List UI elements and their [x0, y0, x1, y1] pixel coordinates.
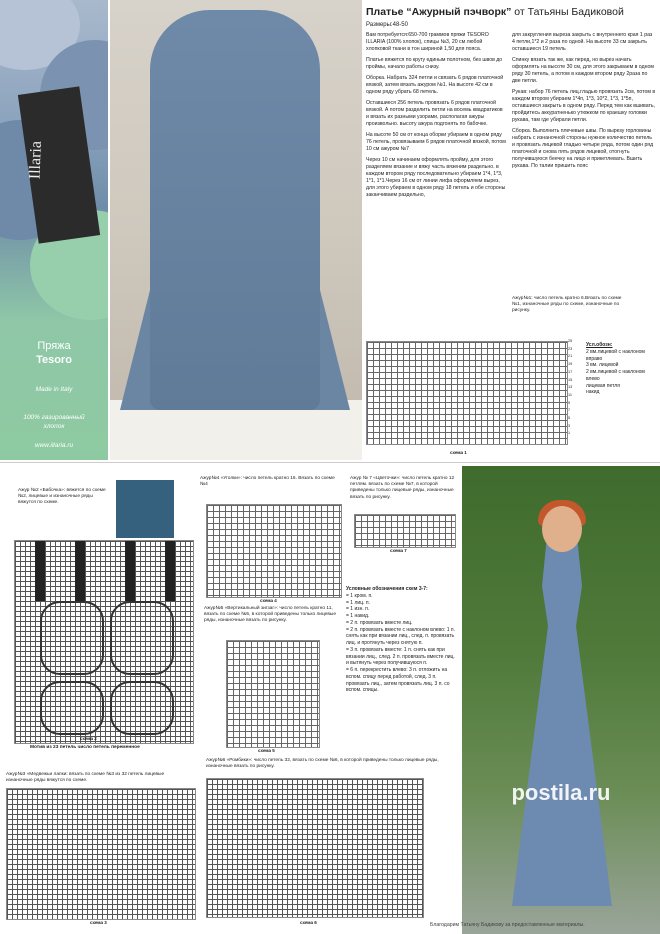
yarn-label-brand: Illaria [26, 140, 45, 180]
schema6-chart [206, 778, 424, 918]
schema2-chart [14, 540, 194, 744]
model-head [542, 506, 582, 552]
paragraph: Спинку вязать так же, как перед, но вырез начать оформлять на высоте 30 см, для этого закрываем в одном ряду 30 петель, а потом в каждом втором ряду 2раза по две петли. [512, 57, 654, 85]
schema2-caption: Ажур №2 «Бабочка»: вяжется по схеме №2, лицевые и изнаночные ряды вяжутся по схеме. [18, 488, 106, 506]
legend-item: 2 вм.лицевой с наклоном вправо [586, 348, 645, 362]
row-number: 11 [568, 392, 572, 397]
row-number: 19 [568, 362, 573, 367]
schema1-caption: Ажур№1: число петель кратно 6.Вязать по схеме №1, изнаночные ряды по схеме, изнаночные по рисунку. [512, 296, 622, 314]
schema5-caption: Ажур№5 «Вертикальный зигзаг»: число петель кратно 11, вязать по схеме №5, в которой приведены только лицевые ряды, изнаночные вязать по рисунку. [204, 606, 336, 624]
legend-title: Усл.обозн: [586, 342, 613, 348]
model-dress [512, 506, 612, 906]
dress-body [150, 10, 320, 410]
schema4-caption: Ажур№4 «Уголки»: число петель кратно 16. Вязать по схеме №4 [200, 476, 335, 488]
row-number: 9 [568, 400, 571, 405]
schema4-label: схема 4 [260, 598, 277, 603]
row-number: 25 [568, 339, 573, 343]
schema2-label: схема 2 [80, 736, 97, 741]
yarn-composition-1: 100% газированный [23, 414, 85, 421]
paragraph: для закругления выреза закрыть с внутреннего края 1 раз 4 петли,1*2 и 2 раза по одной. На высоте 33 см закрыть оставшиеся 19 петель [512, 32, 653, 53]
schema6-caption: Ажур№6 «Ромбики»: число петель 32, вязать по схеме №6, в которой приведены только лицевые ряды, изнаночные вязать по рисунку. [206, 758, 439, 770]
schema3-label: схема 3 [90, 920, 107, 925]
credit-text: Благодарим Татьяну Бадикову за предоставленные материалы. [430, 922, 585, 928]
schema7-chart [354, 514, 456, 548]
yarn-heading: Пряжа [37, 340, 71, 352]
row-number: 17 [568, 369, 573, 374]
page-title [366, 6, 656, 18]
watermark: postila.ru [511, 780, 611, 805]
schema1-chart [366, 341, 568, 445]
schema1-label: схема 1 [450, 450, 467, 455]
yarn-name: Tesoro [36, 354, 72, 366]
paragraph: Рукав: набор 76 петель лиц.гладью провязать 2см, потом в каждом втором убираем 1*4п, 1*3, 10*2, 1*3, 1*5п, оставшиеся закрыть в одном ряду. Перед тем как вшивать, пройдитесь аккуратненько утюжком по краешку головки рукава, там где убирали петли. [512, 89, 656, 124]
paragraph: Оборка. Набрать 324 петли и связать 6 рядов платочной вязкой, затем вязать ажуром №1. На высоте 42 см в одном ряду убрать 68 петель. [366, 75, 504, 96]
legend-item: = 6 п. перекрестить влево: 3 п. отложить на вспом. спицу перед работой, след. 3 п. провязать лиц., затем провязать лиц. 3 п. со вспом. спицы. [346, 667, 450, 694]
schema1-legend [586, 342, 656, 396]
model-photo [462, 466, 660, 934]
row-number: 13 [568, 385, 573, 390]
sizes: Размеры:48-50 [366, 22, 408, 28]
schema2-motif: Мотив из 23 петель число петель переменное [30, 745, 140, 750]
schema4-chart [206, 504, 342, 598]
legend-item: накид [586, 389, 600, 396]
title-text: Платье “Ажурный пэчворк” [366, 6, 512, 18]
instructions-col1 [366, 32, 506, 203]
legend-item: = 1 изн. п. [346, 606, 370, 613]
schema7-caption: Ажур № 7 «Цветочки»: число петель кратно 12 петлям. вязать по схеме №7, в которой приведены только лицевые ряды, изнаночные вязать по рисунку. [350, 476, 455, 500]
yarn-site: www.illaria.ru [34, 442, 74, 449]
paragraph: Вам потребуется:650-700 граммов пряжи TESORO ILLARIA (100% хлопок), спицы №3, 20 см любой хлопковой ткани в тон шириной 1,50 для пояса. [366, 32, 489, 53]
legend-item: = 2 п. провязать вместе лиц. [346, 619, 413, 626]
schema3-caption: Ажур№3 «Медвежьи лапки: вязать по схеме №3 из 32 петель лицевые изнаночные ряды вяжутся по схеме. [6, 772, 165, 784]
schema5-chart [226, 640, 320, 748]
paragraph: Платье вяжется по кругу единым полотном, без швов до проймы, начало работы снизу. [366, 57, 503, 71]
row-number: 5 [568, 416, 571, 421]
legend-item: лицевая петля [586, 382, 620, 389]
legend-title: Условные обозначения схем 3-7: [346, 586, 428, 592]
row-number: 21 [568, 354, 573, 359]
legend-item: = 1 лиц. п. [346, 599, 370, 606]
schema3-chart [6, 788, 196, 920]
legend-item: 2 вм.лицевой с наклоном влево [586, 369, 645, 382]
yarn-made-in: Made in Italy [35, 386, 73, 393]
yarn-ad-image [0, 0, 108, 460]
dress-photo [110, 0, 362, 460]
yarn-composition-2: хлопок [43, 423, 65, 430]
legend-item: = 1 кром. п. [346, 592, 373, 599]
schema6-label: схема 6 [300, 920, 317, 925]
row-number: 1 [568, 431, 571, 436]
paragraph: На высоте 50 см от конца оборки убираем в одном ряду 76 петель, провязываем 6 рядов платочной вязкой, потом 10 см ажуром №7 [366, 132, 506, 153]
title-author: от Татьяны Бадиковой [514, 6, 624, 18]
legend-item: = 1 накид. [346, 613, 370, 619]
legend-item: = 2 п. провязать вместе с наклоном влево: 1 п. снять как при вязании лиц., след. п. провязать лиц. и протянуть через снятую п. [346, 626, 455, 646]
legend-item: 3 вм. лицевой [586, 362, 619, 369]
divider [0, 462, 660, 463]
legend-3-7 [346, 586, 458, 694]
row-number: 23 [568, 346, 573, 351]
schema1-row-numbers [568, 338, 578, 438]
schema5-label: схема 5 [258, 748, 275, 753]
paragraph: Сборка. Выполнить плечевые швы. По вырезу горловины набрать с изнаночной стороны нужное количество петель и провязать лицевой гладью четыре ряда, потом один ряд платочной и снова пять рядов лицевой, отогнуть получившуюся беечку на лицо и прикетлевать. Вшить рукава. По талии пришить пояс [512, 128, 654, 170]
instructions-col2 [512, 32, 656, 174]
row-number: 15 [568, 377, 573, 382]
row-number: 3 [568, 423, 571, 428]
schema7-label: схема 7 [390, 548, 407, 553]
paragraph: Через 10 см начинаем оформлять пройму, для этого разделяем вязание и вяжу часть вязеним раздельно. в каждом втором ряду последовательно убираем 1*4, 1*3, 1*1, 1*1.Через 16 см от линии лифа оформляем вырез, для этого убираем в одном ряду 18 петель и обе стороны заканчиваем раздельно, [366, 157, 506, 199]
row-number: 7 [568, 408, 571, 413]
butterfly-photo [116, 480, 174, 538]
legend-item: = 3 п. провязать вместе: 1 п. снять как при вязании лиц., след. 2 п. провязать вместе лиц. и вытянуть через получившуюся п. [346, 646, 455, 667]
paragraph: Оставшиеся 256 петель провязать 6 рядов платочной вязкой. А потом разделить петли на восемь квадратиков и вязать их разными узорами, располагая ажуры произвольно. высоту ажура подгонять по бабочке. [366, 100, 503, 128]
